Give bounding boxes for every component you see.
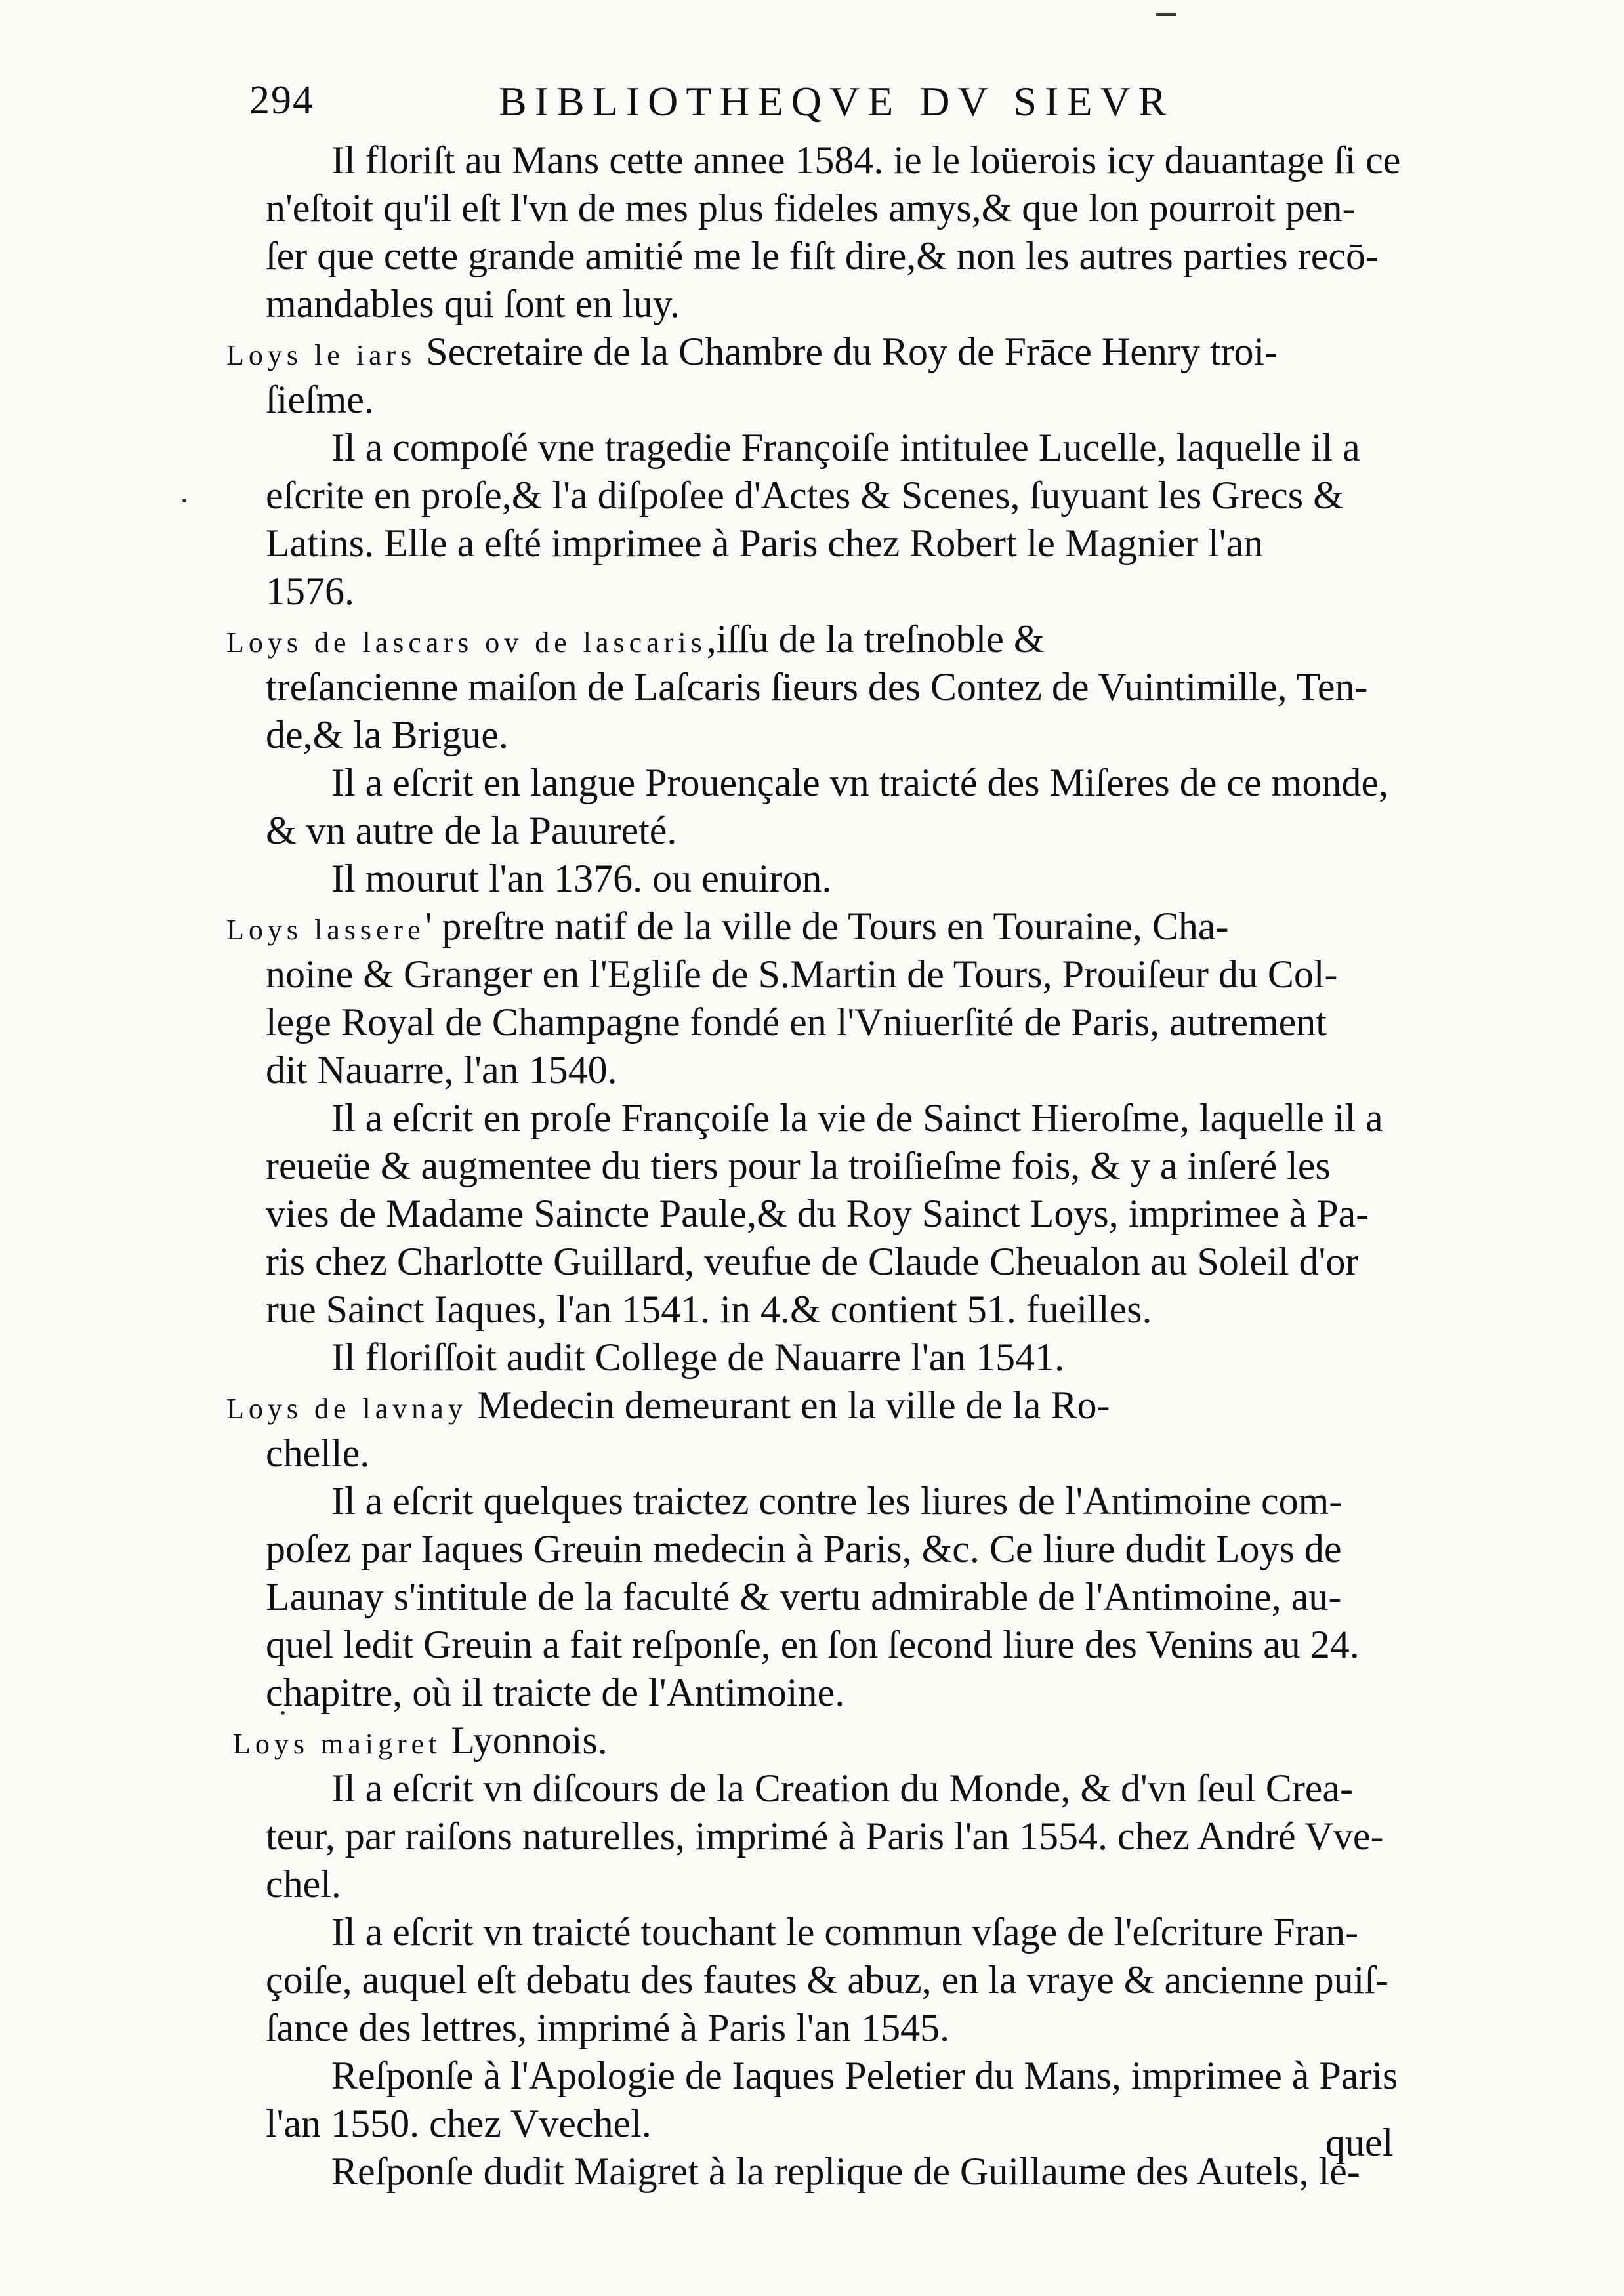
print-mark bbox=[1156, 13, 1176, 16]
text-line: rue Sainct Iaques, l'an 1541. in 4.& contient 51. fueilles. bbox=[266, 1288, 1152, 1331]
entry-name: Loys lassere bbox=[226, 914, 425, 946]
text-line: quel ledit Greuin a fait reſponſe, en ſon ſecond liure des Venins au 24. bbox=[266, 1623, 1360, 1666]
text-line: vies de Madame Saincte Paule,& du Roy Sainct Loys, imprimee à Pa- bbox=[266, 1192, 1369, 1235]
text-line: Il a eſcrit vn traicté touchant le commun vſage de l'eſcriture Fran- bbox=[331, 1910, 1359, 1954]
text-line: poſez par Iaques Greuin medecin à Paris, &c. Ce liure dudit Loys de bbox=[266, 1527, 1342, 1570]
text-line: Reſponſe à l'Apologie de Iaques Peletier du Mans, imprimee à Paris bbox=[331, 2054, 1398, 2097]
entry-heading: Loys le iars Secretaire de la Chambre du Roy de Frāce Henry troi- bbox=[226, 330, 1278, 373]
text-line: reueüe & augmentee du tiers pour la troiſieſme fois, & y a inſeré les bbox=[266, 1144, 1331, 1187]
entry-heading: Loys de lascars ov de lascaris,iſſu de la treſnoble & bbox=[226, 617, 1045, 661]
text-line: Latins. Elle a eſté imprimee à Paris chez Robert le Magnier l'an bbox=[266, 522, 1264, 565]
running-title: BIBLIOTHEQVE DV SIEVR bbox=[499, 78, 1175, 125]
text-line: Il a eſcrit en langue Prouençale vn traicté des Miſeres de ce monde, bbox=[331, 761, 1388, 804]
text-line: eſcrite en proſe,& l'a diſpoſee d'Actes & Scenes, ſuyuant les Grecs & bbox=[266, 474, 1344, 517]
text-line: de,& la Brigue. bbox=[266, 713, 509, 756]
entry-name: Loys le iars bbox=[226, 339, 417, 371]
text-line: ris chez Charlotte Guillard, veufue de Claude Cheualon au Soleil d'or bbox=[266, 1240, 1359, 1283]
entry-heading: Loys maigret Lyonnois. bbox=[233, 1719, 608, 1762]
text-line: Il a eſcrit vn diſcours de la Creation du Monde, & d'vn ſeul Crea- bbox=[331, 1767, 1354, 1810]
text-line: Il floriſt au Mans cette annee 1584. ie le loüerois icy dauantage ſi ce bbox=[331, 138, 1401, 182]
text-line: & vn autre de la Pauureté. bbox=[266, 809, 677, 852]
entry-name: Loys de lascars ov de lascaris bbox=[226, 626, 707, 659]
text-line: Il a compoſé vne tragedie Françoiſe intitulee Lucelle, laquelle il a bbox=[331, 426, 1360, 469]
text-line: n'eſtoit qu'il eſt l'vn de mes plus fideles amys,& que lon pourroit pen- bbox=[266, 186, 1356, 230]
text-line: ſieſme. bbox=[266, 378, 374, 421]
text-line: ſer que cette grande amitié me le fiſt dire,& non les autres parties recō- bbox=[266, 234, 1379, 277]
text-line: chel. bbox=[266, 1862, 341, 1906]
text-line: Reſponſe dudit Maigret à la replique de Guillaume des Autels, le- bbox=[331, 2150, 1360, 2193]
text-line: 1576. bbox=[266, 569, 354, 613]
ink-speck bbox=[182, 499, 186, 502]
text-line: lege Royal de Champagne fondé en l'Vniuerſité de Paris, autrement bbox=[266, 1000, 1327, 1044]
text-line: dit Nauarre, l'an 1540. bbox=[266, 1048, 617, 1092]
entry-heading: Loys de lavnay Medecin demeurant en la ville de la Ro- bbox=[226, 1384, 1110, 1427]
text-line: mandables qui ſont en luy. bbox=[266, 282, 680, 325]
text-line: Il mourut l'an 1376. ou enuiron. bbox=[331, 857, 832, 900]
text-line: teur, par raiſons naturelles, imprimé à Paris l'an 1554. chez André Vve- bbox=[266, 1814, 1384, 1858]
entry-heading: Loys lassere' preſtre natif de la ville de Tours en Touraine, Cha- bbox=[226, 905, 1229, 948]
text-line: Launay s'intitule de la faculté & vertu admirable de l'Antimoine, au- bbox=[266, 1575, 1342, 1618]
text-line: ſance des lettres, imprimé à Paris l'an 1545. bbox=[266, 2006, 950, 2049]
page-number: 294 bbox=[249, 78, 314, 123]
text-line: chelle. bbox=[266, 1431, 370, 1475]
text-line: Il a eſcrit quelques traictez contre les liures de l'Antimoine com- bbox=[331, 1479, 1343, 1523]
text-line: noine & Granger en l'Egliſe de S.Martin de Tours, Prouiſeur du Col- bbox=[266, 953, 1338, 996]
text-line: treſancienne maiſon de Laſcaris ſieurs des Contez de Vuintimille, Ten- bbox=[266, 665, 1368, 708]
text-line: chapitre, où il traicte de l'Antimoine. bbox=[266, 1671, 845, 1714]
entry-name: Loys de lavnay bbox=[226, 1393, 467, 1425]
catchword: quel bbox=[1325, 2121, 1394, 2164]
text-line: çoiſe, auquel eſt debatu des fautes & abuz, en la vraye & ancienne puiſ- bbox=[266, 1958, 1388, 2001]
body-text bbox=[226, 136, 1411, 2196]
text-line: Il floriſſoit audit College de Nauarre l'an 1541. bbox=[331, 1336, 1065, 1379]
entry-name: Loys maigret bbox=[233, 1728, 442, 1760]
running-head bbox=[249, 77, 1273, 136]
text-line: Il a eſcrit en proſe Françoiſe la vie de Sainct Hieroſme, laquelle il a bbox=[331, 1096, 1383, 1139]
text-line: l'an 1550. chez Vvechel. bbox=[266, 2102, 652, 2145]
